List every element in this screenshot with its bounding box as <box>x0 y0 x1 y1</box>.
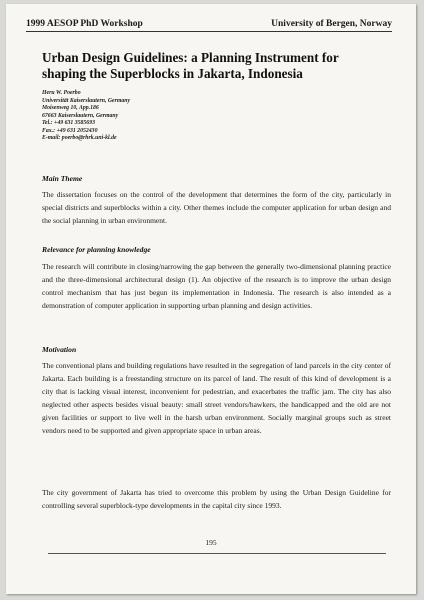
author-tel: Tel.: +49 631 3585693 <box>42 120 96 126</box>
author-block <box>42 90 130 143</box>
section-text-relevance: The research will contribute in closing/narrowing the gap between the generally two-dimensional planning practice and the three-dimensional architectural design (1). An objective of the research is to improve the urban design control mechanism that has just begun its implementation in Indonesia. The research is also intended as a demonstration of computer application in supporting urban planning and design activities. <box>42 262 391 311</box>
author-city: 67663 Kaiserslautern, Germany <box>42 112 119 119</box>
section-heading-motivation: Motivation <box>42 345 77 354</box>
closing-paragraph: The city government of Jakarta has tried to overcome this problem by using the Urban Design Guideline for controlling several superblock-type developments in the capital city since 1993. <box>42 488 391 511</box>
paper-page <box>6 4 416 594</box>
footer-rule <box>48 553 386 554</box>
paper-title: Urban Design Guidelines: a Planning Instrument for shaping the Superblocks in Jakarta, Indonesia <box>42 50 339 81</box>
running-header <box>26 19 392 32</box>
header-workshop: 1999 AESOP PhD Workshop <box>26 19 143 29</box>
section-heading-main-theme: Main Theme <box>42 174 83 183</box>
page-number: 195 <box>205 538 217 547</box>
author-email: E-mail: poerbo@rhrk.uni-kl.de <box>42 135 117 141</box>
section-heading-relevance: Relevance for planning knowledge <box>42 245 151 254</box>
author-street: Moisenweg 10, App.186 <box>42 105 99 111</box>
section-text-main-theme: The dissertation focuses on the control of the development that determines the form of the city, particularly in special districts and superblocks within a city. Other themes include the computer application for urban design and the social planning in urban environment. <box>42 190 391 226</box>
header-university: University of Bergen, Norway <box>271 19 392 29</box>
author-affiliation: Universität Kaiserslautern, Germany <box>42 97 131 104</box>
author-name: Heru W. Poerbo <box>42 90 81 96</box>
author-fax: Fax.: +49 631 2052430 <box>42 127 98 134</box>
section-text-motivation: The conventional plans and building regulations have resulted in the segregation of land parcels in the city center of Jakarta. Each building is a freestanding structure on its parcel of land. The result of this kind of development is a city that is lacking visual interest, inconvenient for pedestrian, and exacerbates the traffic jam. The city has also neglected other aspects besides visual beauty: small street vendors/hawkers, the handicapped and the old are not given facilities or support to live well in the harsh urban environment. Socially marginal groups such as street vendors need to be supported and given appropriate space in urban areas. <box>42 361 391 436</box>
